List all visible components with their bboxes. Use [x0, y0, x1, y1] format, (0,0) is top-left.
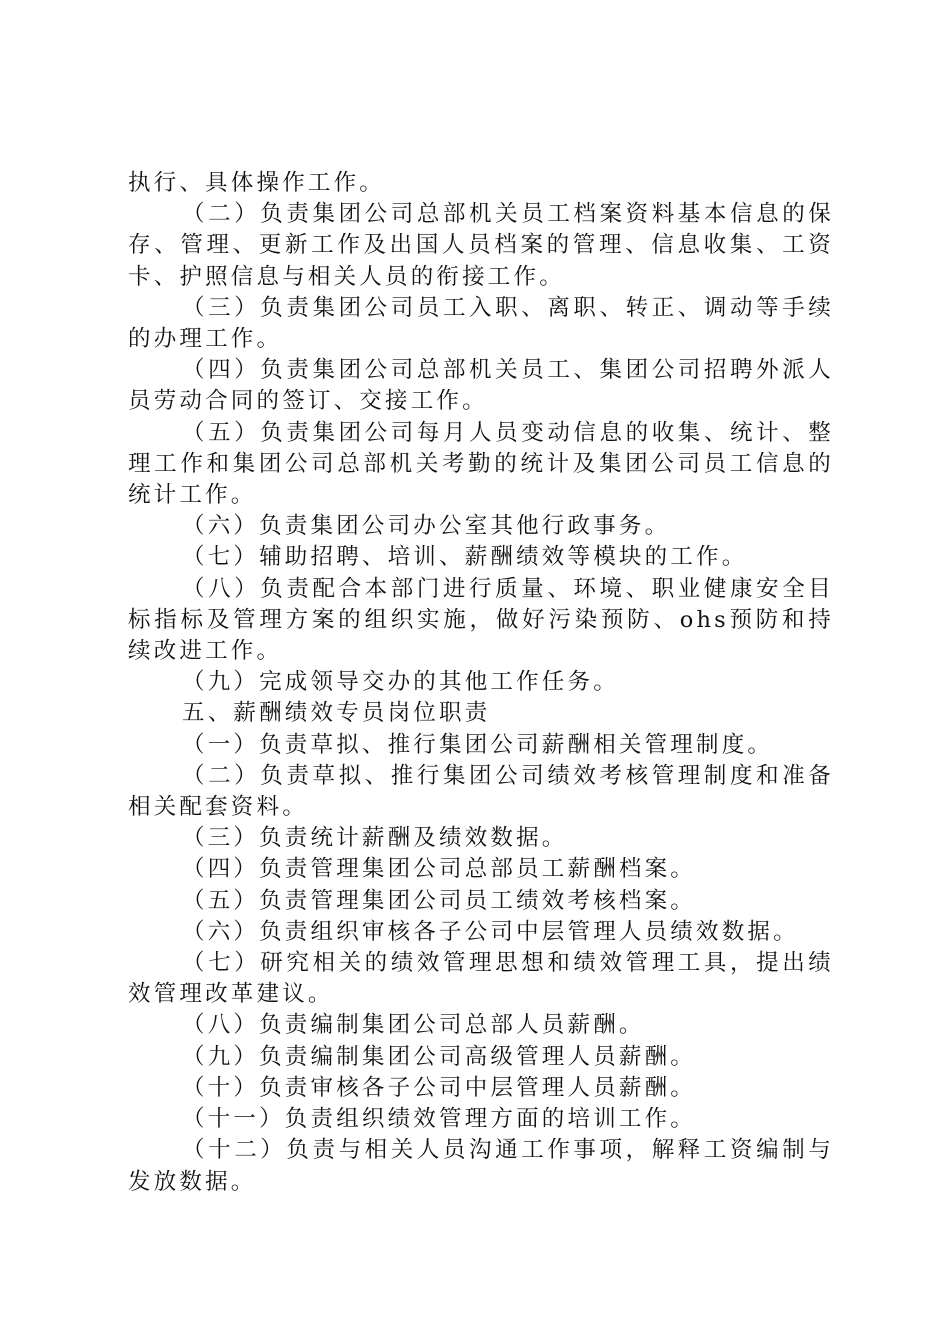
paragraph: （二）负责草拟、推行集团公司绩效考核管理制度和准备相关配套资料。	[128, 762, 834, 821]
paragraph: （十二）负责与相关人员沟通工作事项，解释工资编制与发放数据。	[128, 1137, 834, 1195]
paragraph: （五）负责管理集团公司员工绩效考核档案。	[182, 887, 697, 914]
paragraph: （三）负责统计薪酬及绩效数据。	[182, 825, 568, 852]
paragraph: （三）负责集团公司员工入职、离职、转正、调动等手续的办理工作。	[128, 294, 834, 353]
paragraph: （九）负责编制集团公司高级管理人员薪酬。	[182, 1043, 697, 1070]
section-heading: 五、薪酬绩效专员岗位职责	[182, 700, 491, 727]
paragraph: （六）负责组织审核各子公司中层管理人员绩效数据。	[182, 918, 799, 945]
paragraph: （九）完成领导交办的其他工作任务。	[182, 669, 619, 696]
paragraph: （七）辅助招聘、培训、薪酬绩效等模块的工作。	[182, 544, 748, 571]
paragraph: （十一）负责组织绩效管理方面的培训工作。	[182, 1106, 697, 1133]
paragraph: （八）负责配合本部门进行质量、环境、职业健康安全目标指标及管理方案的组织实施，做好污染预防、ohs预防和持续改进工作。	[128, 575, 834, 665]
paragraph: （四）负责集团公司总部机关员工、集团公司招聘外派人员劳动合同的签订、交接工作。	[128, 357, 834, 415]
document-body	[128, 168, 834, 1198]
paragraph: （四）负责管理集团公司总部员工薪酬档案。	[182, 856, 697, 883]
paragraph: （一）负责草拟、推行集团公司薪酬相关管理制度。	[182, 731, 774, 758]
paragraph: （二）负责集团公司总部机关员工档案资料基本信息的保存、管理、更新工作及出国人员档案的管理、信息收集、工资卡、护照信息与相关人员的衔接工作。	[128, 201, 834, 290]
paragraph: （八）负责编制集团公司总部人员薪酬。	[182, 1012, 645, 1039]
paragraph: （七）研究相关的绩效管理思想和绩效管理工具，提出绩效管理改革建议。	[128, 950, 834, 1008]
paragraph: 执行、具体操作工作。	[128, 170, 386, 196]
paragraph: （十）负责审核各子公司中层管理人员薪酬。	[182, 1074, 697, 1101]
paragraph: （五）负责集团公司每月人员变动信息的收集、统计、整理工作和集团公司总部机关考勤的统计及集团公司员工信息的统计工作。	[128, 419, 834, 509]
paragraph: （六）负责集团公司办公室其他行政事务。	[182, 513, 671, 540]
